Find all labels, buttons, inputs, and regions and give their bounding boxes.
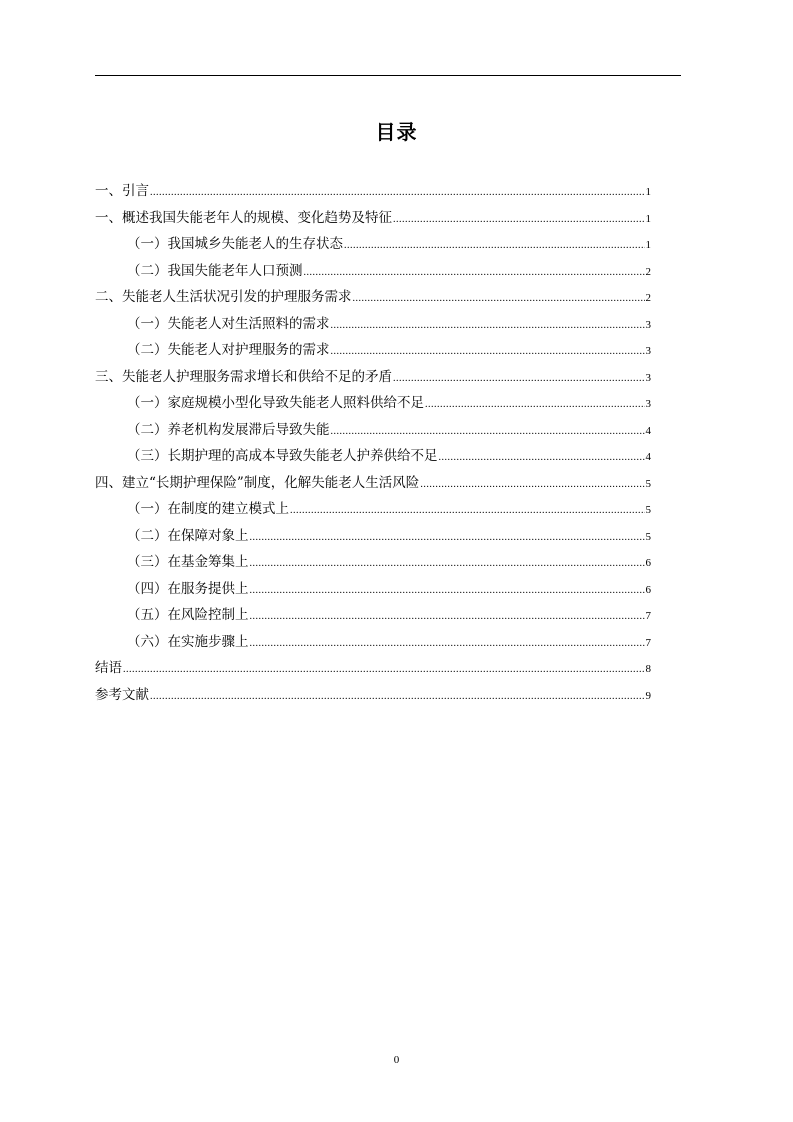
toc-entry-page-number: 6 — [645, 583, 651, 596]
toc-entry[interactable] — [95, 470, 651, 497]
toc-entry-title[interactable]: 二、失能老人生活状况引发的护理服务需求 — [95, 289, 352, 305]
toc-entry[interactable] — [95, 602, 651, 629]
toc-entry[interactable] — [95, 284, 651, 311]
header-rule — [95, 75, 681, 76]
toc-entry-page-number: 4 — [645, 451, 651, 463]
toc-entry[interactable] — [95, 258, 651, 285]
dot-leader — [250, 578, 645, 605]
toc-entry[interactable] — [95, 523, 651, 550]
dot-leader — [344, 233, 645, 260]
toc-entry-page-number: 2 — [645, 265, 651, 278]
toc-entry-page-number: 5 — [645, 504, 651, 516]
toc-entry[interactable] — [95, 337, 651, 364]
dot-leader — [420, 472, 644, 499]
toc-entry[interactable] — [95, 496, 651, 523]
toc-entry-page-number: 1 — [645, 186, 651, 198]
toc-entry[interactable] — [95, 549, 651, 576]
dot-leader — [150, 684, 645, 711]
toc-entry-title[interactable]: 结语 — [95, 660, 122, 676]
dot-leader — [425, 392, 645, 419]
toc-entry-title[interactable]: （四）在服务提供上 — [127, 580, 249, 597]
toc-entry-page-number: 7 — [645, 636, 651, 649]
toc-entry[interactable] — [95, 682, 651, 709]
toc-entry-page-number: 3 — [645, 345, 651, 357]
toc-entry-title[interactable]: 三、失能老人护理服务需求增长和供给不足的矛盾 — [95, 368, 392, 385]
toc-entry-page-number: 5 — [645, 530, 651, 543]
toc-entry[interactable] — [95, 231, 651, 258]
toc-entry-page-number: 3 — [645, 371, 651, 384]
toc-entry-title[interactable]: （二）失能老人对护理服务的需求 — [127, 342, 330, 358]
toc-entry[interactable] — [95, 311, 651, 338]
toc-entry-page-number: 8 — [645, 663, 651, 675]
toc-entry-page-number: 1 — [645, 239, 651, 251]
toc-entry-title[interactable]: 参考文献 — [95, 686, 149, 703]
dot-leader — [250, 551, 645, 578]
dot-leader — [393, 366, 645, 393]
toc-entry-page-number: 3 — [645, 318, 651, 331]
toc-entry-title[interactable]: （二）在保障对象上 — [127, 527, 249, 544]
table-of-contents — [95, 178, 651, 708]
toc-entry-title[interactable]: （五）在风险控制上 — [127, 607, 249, 623]
dot-leader — [439, 445, 645, 472]
toc-entry-page-number: 5 — [645, 477, 651, 490]
toc-title: 目录 — [375, 120, 418, 144]
dot-leader — [331, 313, 645, 340]
toc-entry[interactable] — [95, 629, 651, 656]
toc-entry-page-number: 4 — [645, 424, 651, 437]
toc-entry-page-number: 3 — [645, 398, 651, 410]
toc-entry[interactable] — [95, 655, 651, 682]
toc-entry-title[interactable]: （一）家庭规模小型化导致失能老人照料供给不足 — [127, 395, 424, 411]
toc-entry-page-number: 6 — [645, 557, 651, 569]
toc-entry[interactable] — [95, 417, 651, 444]
toc-entry[interactable] — [95, 205, 651, 232]
toc-entry-title[interactable]: 一、引言 — [95, 183, 149, 199]
toc-entry[interactable] — [95, 178, 651, 205]
dot-leader — [331, 419, 645, 446]
toc-entry[interactable] — [95, 576, 651, 603]
dot-leader — [250, 631, 645, 658]
page-number: 0 — [393, 1054, 400, 1066]
toc-entry[interactable] — [95, 443, 651, 470]
dot-leader — [393, 207, 645, 234]
toc-entry-page-number: 2 — [645, 292, 651, 304]
toc-entry-title[interactable]: （一）在制度的建立模式上 — [127, 501, 289, 517]
toc-entry-title[interactable]: （六）在实施步骤上 — [127, 633, 249, 650]
dot-leader — [331, 339, 645, 366]
toc-entry-title[interactable]: 四、建立“长期护理保险”制度，化解失能老人生活风险 — [95, 474, 420, 491]
toc-entry-title[interactable]: （一）失能老人对生活照料的需求 — [127, 315, 330, 332]
toc-entry[interactable] — [95, 390, 651, 417]
dot-leader — [304, 260, 645, 287]
dot-leader — [250, 525, 645, 552]
toc-entry-page-number: 9 — [645, 689, 651, 702]
toc-entry-title[interactable]: （二）养老机构发展滞后导致失能 — [127, 421, 330, 438]
toc-entry-page-number: 1 — [645, 212, 651, 225]
toc-entry-title[interactable]: （三）在基金筹集上 — [127, 554, 249, 570]
dot-leader — [290, 498, 645, 525]
toc-entry[interactable] — [95, 364, 651, 391]
toc-entry-page-number: 7 — [645, 610, 651, 622]
toc-entry-title[interactable]: （三）长期护理的高成本导致失能老人护养供给不足 — [127, 448, 438, 464]
dot-leader — [123, 657, 645, 684]
toc-entry-title[interactable]: （二）我国失能老年人口预测 — [127, 262, 303, 279]
dot-leader — [353, 286, 645, 313]
dot-leader — [150, 180, 645, 207]
toc-entry-title[interactable]: （一）我国城乡失能老人的生存状态 — [127, 236, 343, 252]
dot-leader — [250, 604, 645, 631]
toc-entry-title[interactable]: 一、概述我国失能老年人的规模、变化趋势及特征 — [95, 209, 392, 226]
